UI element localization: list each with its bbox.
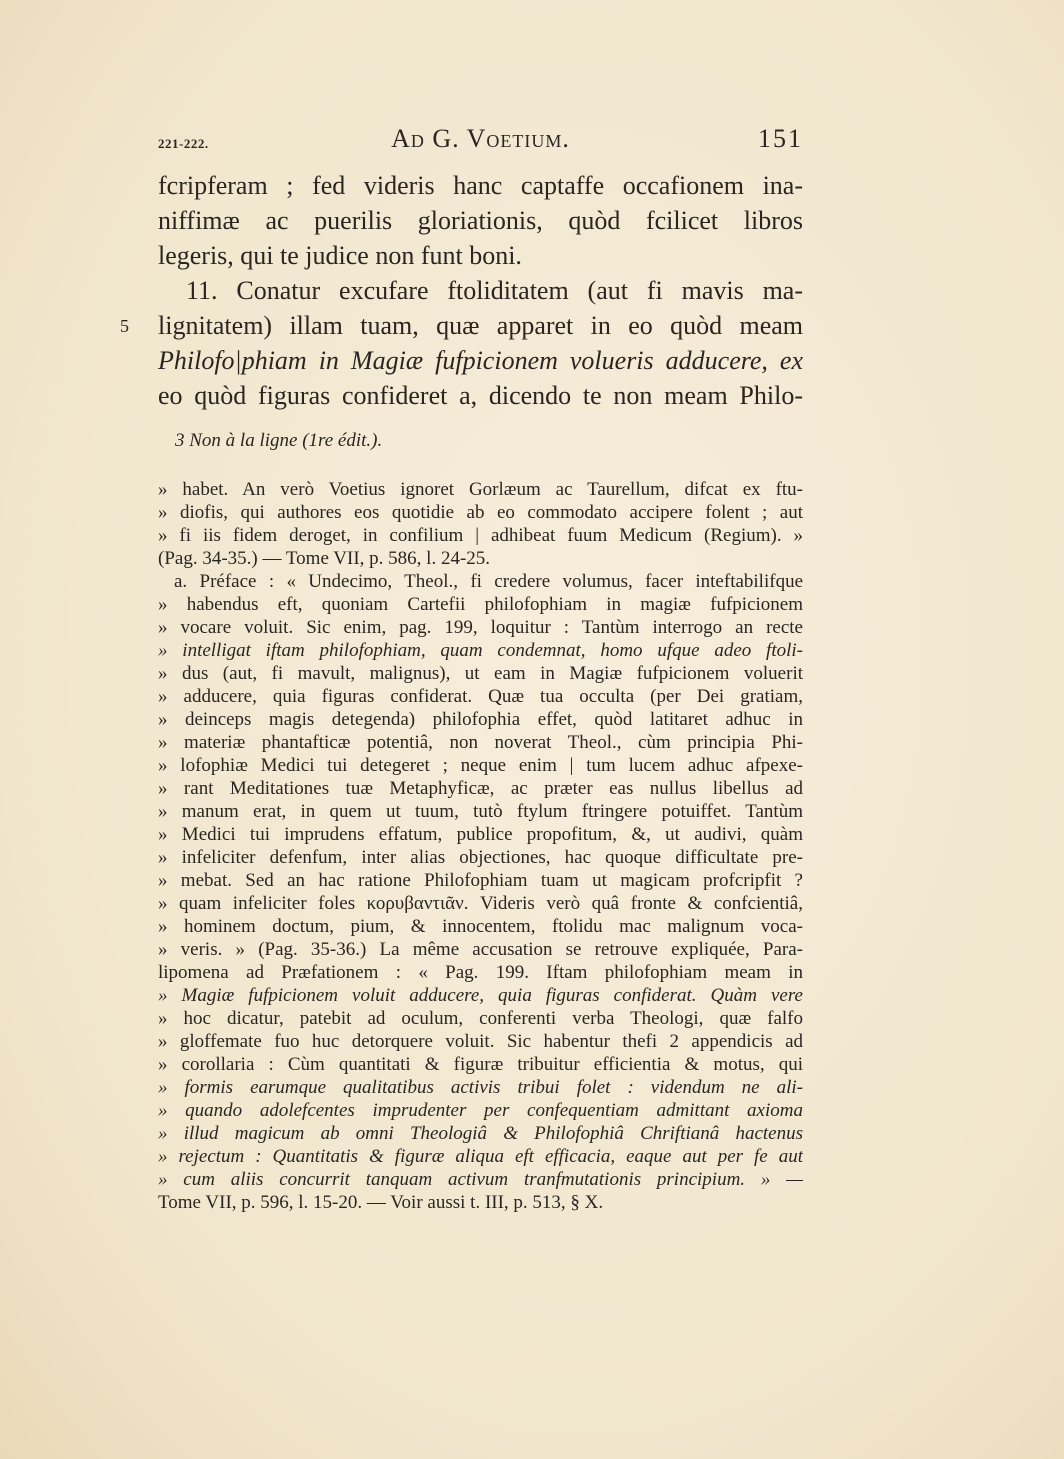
margin-line-number: 5 [120,316,129,336]
main-line: 11. Conatur excufare ftoliditatem (aut fi mavis ma- [186,276,803,305]
main-line: Philofo|phiam in Magiæ fufpicionem volueris adducere, ex [158,346,803,375]
main-line: niffimæ ac puerilis gloriationis, quòd fcilicet libros [158,206,803,235]
note-line: » adducere, quia figuras confiderat. Quæ tua occulta (per Dei gratiam, [158,686,803,707]
note-line: » rejectum : Quantitatis & figuræ aliqua eft efficacia, eaque aut per fe aut [158,1146,803,1167]
note-line: » intelligat iftam philofophiam, quam condemnat, homo ufque adeo ftoli- [158,640,803,661]
note-line: » manum erat, in quem ut tuum, tutò ftylum ftringere potuiffet. Tantùm [158,801,803,822]
main-line: legeris, qui te judice non funt boni. [158,241,522,270]
note-line: » rant Meditationes tuæ Metaphyficæ, ac præter eas nullus libellus ad [158,778,803,799]
note-line: » habendus eft, quoniam Cartefii philofophiam in magiæ fufpicionem [158,594,803,615]
note-line: » fi iis fidem deroget, in confilium | adhibeat fuum Medicum (Regium). » [158,525,803,546]
footnotes [158,478,803,1214]
note-line: (Pag. 34-35.) — Tome VII, p. 586, l. 24-25. [158,548,491,569]
note-line: » formis earumque qualitatibus activis tribui folet : videndum ne ali- [158,1077,803,1098]
note-line: » hoc dicatur, patebit ad oculum, conferenti verba Theologi, quæ falfo [158,1008,803,1029]
note-line: » quam infeliciter foles κορυβαντιᾶν. Videris verò quâ fronte & confcientiâ, [158,893,803,914]
note-line: » deinceps magis detegenda) philofophia effet, quòd latitaret adhuc in [158,709,803,730]
main-line: eo quòd figuras confideret a, dicendo te non meam Philo- [158,381,803,410]
page-range: 221-222. [158,136,209,151]
note-line: » vocare voluit. Sic enim, pag. 199, loquitur : Tantùm interrogo an recte [158,617,803,638]
note-line: » corollaria : Cùm quantitati & figuræ tribuitur efficientia & motus, qui [158,1054,803,1075]
note-line: » veris. » (Pag. 35-36.) La même accusation se retrouve expliquée, Para- [158,939,803,960]
note-line: » Magiæ fufpicionem voluit adducere, quia figuras confiderat. Quàm vere [158,985,803,1006]
running-title: Ad G. Voetium. [391,124,570,153]
variant-note: 3 Non à la ligne (1re édit.). [175,430,383,451]
page-number: 151 [758,124,803,153]
note-line: lipomena ad Præfationem : « Pag. 199. Iftam philofophiam meam in [158,962,803,983]
note-line: a. Préface : « Undecimo, Theol., fi credere volumus, facer inteftabilifque [174,571,803,592]
main-text [158,168,803,413]
note-line: » diofis, qui authores eos quotidie ab eo commodato accipere folent ; aut [158,502,803,523]
note-line: » cum aliis concurrit tanquam activum tranfmutationis principium. » — [158,1169,803,1190]
note-line: » habet. An verò Voetius ignoret Gorlæum ac Taurellum, difcat ex ftu- [158,479,803,500]
note-line: » materiæ phantafticæ potentiâ, non noverat Theol., cùm principia Phi- [158,732,803,753]
note-line: » mebat. Sed an hac ratione Philofophiam tuam ut magicam profcripfit ? [158,870,803,891]
note-line: » infeliciter defenfum, inter alias objectiones, hac quoque difficultate pre- [158,847,803,868]
note-line: » illud magicum ab omni Theologiâ & Philofophiâ Chriftianâ hactenus [158,1123,803,1144]
running-header [158,124,803,164]
note-line: Tome VII, p. 596, l. 15-20. — Voir aussi t. III, p. 513, § X. [158,1192,604,1213]
note-line: » gloffemate fuo huc detorquere voluit. Sic habentur thefi 2 appendicis ad [158,1031,803,1052]
main-line: lignitatem) illam tuam, quæ apparet in eo quòd meam [158,311,803,340]
note-line: » lofophiæ Medici tui detegeret ; neque enim | tum lucem adhuc afpexe- [158,755,803,776]
main-line: fcripferam ; fed videris hanc captaffe occafionem ina- [158,171,803,200]
note-line: » Medici tui imprudens effatum, publice propofitum, &, ut audivi, quàm [158,824,803,845]
note-line: » dus (aut, fi mavult, malignus), ut eam in Magiæ fufpicionem voluerit [158,663,803,684]
note-line: » hominem doctum, pium, & innocentem, ftolidu mac malignum voca- [158,916,803,937]
note-line: » quando adolefcentes imprudenter per confequentiam admittant axioma [158,1100,803,1121]
